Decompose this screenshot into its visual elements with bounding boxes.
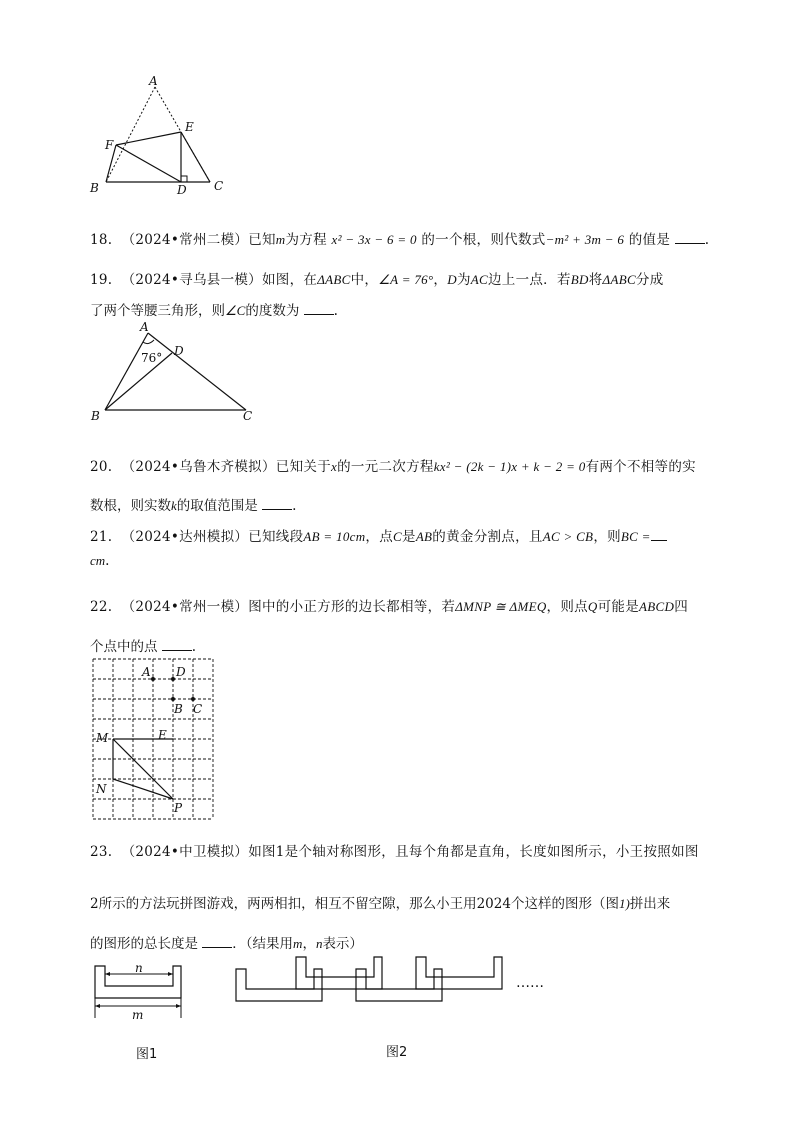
answer-blank	[262, 497, 292, 510]
label-C: C	[214, 179, 224, 193]
label-D: D	[177, 183, 187, 197]
answer-blank	[202, 935, 232, 948]
equation: kx² − (2k − 1)x + k − 2 = 0	[433, 459, 586, 474]
question-source: （2024•乌鲁木齐模拟）	[121, 459, 276, 475]
label-B: B	[174, 702, 183, 716]
label-P: P	[174, 801, 183, 815]
question-19: 19. （2024•寻乌县一模）如图，在ΔABC中，∠A = 76°，D为AC边上一点．若BD将ΔABC分成	[90, 272, 664, 288]
question-number: 20.	[90, 459, 113, 475]
label-F: F	[105, 138, 114, 152]
question-19-line2: 了两个等腰三角形，则∠C的度数为 .	[90, 303, 338, 319]
label-A: A	[140, 320, 149, 334]
label-E: E	[158, 728, 167, 742]
question-18: 18. （2024•常州二模）已知m为方程 x² − 3x − 6 = 0 的一个根，则代数式−m² + 3m − 6 的值是 .	[90, 232, 710, 248]
figure-q19	[88, 318, 268, 423]
label-E: E	[185, 120, 194, 134]
label-D: D	[174, 344, 184, 358]
expression: −m² + 3m − 6	[545, 232, 625, 247]
caption-figure-2: 图2	[386, 1045, 408, 1060]
label-C: C	[243, 409, 253, 423]
answer-blank	[162, 638, 192, 651]
question-23: 23. （2024•中卫模拟）如图1是个轴对称图形，且每个角都是直角，长度如图所示，小王按照如图	[90, 844, 699, 860]
question-source: （2024•常州一模）	[121, 599, 249, 615]
question-number: 21.	[90, 529, 113, 545]
question-number: 18.	[90, 232, 113, 248]
figure-q23-1	[92, 960, 188, 1024]
question-23-line3: 的图形的总长度是 ．（结果用m，n表示）	[90, 936, 363, 952]
label-m: m	[132, 1008, 144, 1022]
equation: x² − 3x − 6 = 0	[331, 232, 417, 247]
label-B: B	[91, 409, 100, 423]
answer-blank	[675, 231, 705, 244]
question-number: 22.	[90, 599, 113, 615]
continuation-dots: ……	[516, 975, 544, 991]
question-21: 21. （2024•达州模拟）已知线段AB = 10cm，点C是AB的黄金分割点，且AC > CB，则BC =	[90, 525, 667, 545]
label-M: M	[96, 731, 109, 745]
question-22-line2: 个点中的点 .	[90, 639, 197, 655]
question-source: （2024•达州模拟）	[121, 529, 249, 545]
question-source: （2024•中卫模拟）	[121, 844, 249, 860]
question-20: 20. （2024•乌鲁木齐模拟）已知关于x的一元二次方程kx² − (2k − 1)x + k − 2 = 0有两个不相等的实	[90, 459, 696, 475]
question-source: （2024•寻乌县一模）	[121, 272, 262, 288]
figure-q23-2	[230, 955, 560, 1007]
label-n: n	[135, 961, 143, 975]
question-20-line2: 数根，则实数k的取值范围是 .	[90, 498, 297, 514]
question-source: （2024•常州二模）	[121, 232, 249, 248]
label-D: D	[176, 665, 186, 679]
question-number: 19.	[90, 272, 113, 288]
figure-q22	[92, 658, 218, 820]
question-21-line2: cm.	[90, 553, 110, 569]
label-A: A	[142, 665, 151, 679]
angle-label: 76°	[141, 351, 163, 365]
answer-blank	[304, 302, 334, 315]
label-B: B	[90, 181, 99, 195]
answer-blank	[651, 528, 667, 541]
question-23-line2: 2所示的方法玩拼图游戏，两两相扣，相互不留空隙，那么小王用2024个这样的图形（图1)拼出来	[90, 896, 671, 912]
label-A: A	[149, 74, 158, 88]
question-number: 23.	[90, 844, 113, 860]
caption-figure-1: 图1	[136, 1047, 158, 1062]
question-22: 22. （2024•常州一模）图中的小正方形的边长都相等，若ΔMNP ≅ ΔMEQ，则点Q可能是ABCD四	[90, 599, 688, 615]
label-C: C	[193, 702, 203, 716]
figure-q17	[85, 72, 235, 197]
label-N: N	[96, 782, 107, 796]
